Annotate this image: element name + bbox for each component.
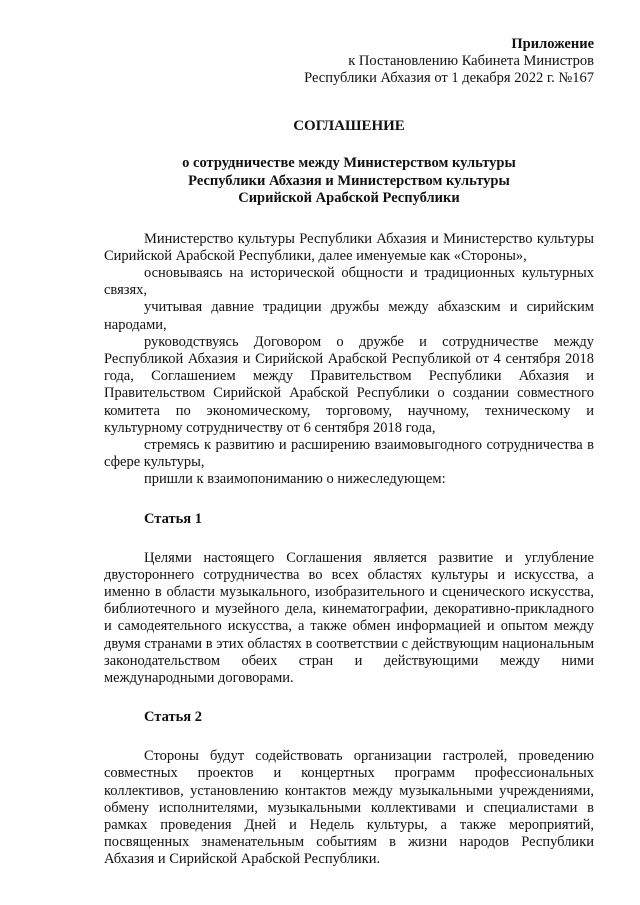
appendix-line-2: Республики Абхазия от 1 декабря 2022 г. №167: [304, 70, 594, 86]
article-heading: Статья 2: [144, 709, 202, 726]
subtitle-line-2: Республики Абхазия и Министерством культуры: [188, 172, 510, 189]
preamble-paragraph: учитывая давние традиции дружбы между абхазским и сирийским народами,: [104, 299, 594, 333]
document-body: [104, 231, 594, 869]
appendix-title: Приложение: [511, 36, 594, 52]
appendix-line-1: к Постановлению Кабинета Министров: [348, 53, 594, 69]
subtitle-line-1: о сотрудничестве между Министерством культуры: [182, 155, 516, 171]
preamble-paragraph: стремясь к развитию и расширению взаимовыгодного сотрудничества в сфере культуры,: [104, 436, 594, 471]
article-text: Стороны будут содействовать организации гастролей, проведению совместных проектов и концертных программ профессиональных коллективов, установлению контактов между музыкальными учреждениями, обмену исполнителями, музыкальными коллективами и специалистами в рамках проведения Дней и Недель культуры, а также мероприятий, посвященных знаменательным событиям в жизни народов Республики Абхазия и Сирийской Арабской Республики.: [104, 748, 594, 868]
preamble-paragraph: руководствуясь Договором о дружбе и сотрудничестве между Республикой Абхазия и Сирийской Арабской Республикой от 4 сентября 2018 года, Соглашением между Правительством Республики Абхазия и Правительством Сирийской Арабской Республики о создании совместного комитета по экономическому, торговому, научному, техническому и культурному сотрудничеству от 6 сентября 2018 года,: [104, 333, 594, 436]
preamble-paragraph: пришли к взаимопониманию о нижеследующем:: [144, 471, 446, 488]
subtitle-line-3: Сирийской Арабской Республики: [238, 190, 460, 206]
article-text: Целями настоящего Соглашения является развитие и углубление двустороннего сотрудничества во всех областях культуры и искусства, а именно в области музыкального, изобразительного и сценического искусства, библиотечного и музейного дела, кинематографии, декоративно-прикладного и самодеятельного искусства, а также обмен информацией и опытом между двумя странами в этих областях в соответствии с действующим национальным законодательством обеих стран и действующими между ними международными договорами.: [104, 549, 594, 686]
document-subtitle: [104, 155, 594, 208]
preamble-paragraph: основываясь на исторической общности и традиционных культурных связях,: [104, 264, 594, 299]
document-title: СОГЛАШЕНИЕ: [293, 118, 405, 134]
appendix-header: [104, 36, 594, 87]
preamble-paragraph: Министерство культуры Республики Абхазия и Министерство культуры Сирийской Арабской Республики, далее именуемые как «Стороны»,: [104, 230, 594, 264]
article-heading: Статья 1: [144, 510, 202, 527]
